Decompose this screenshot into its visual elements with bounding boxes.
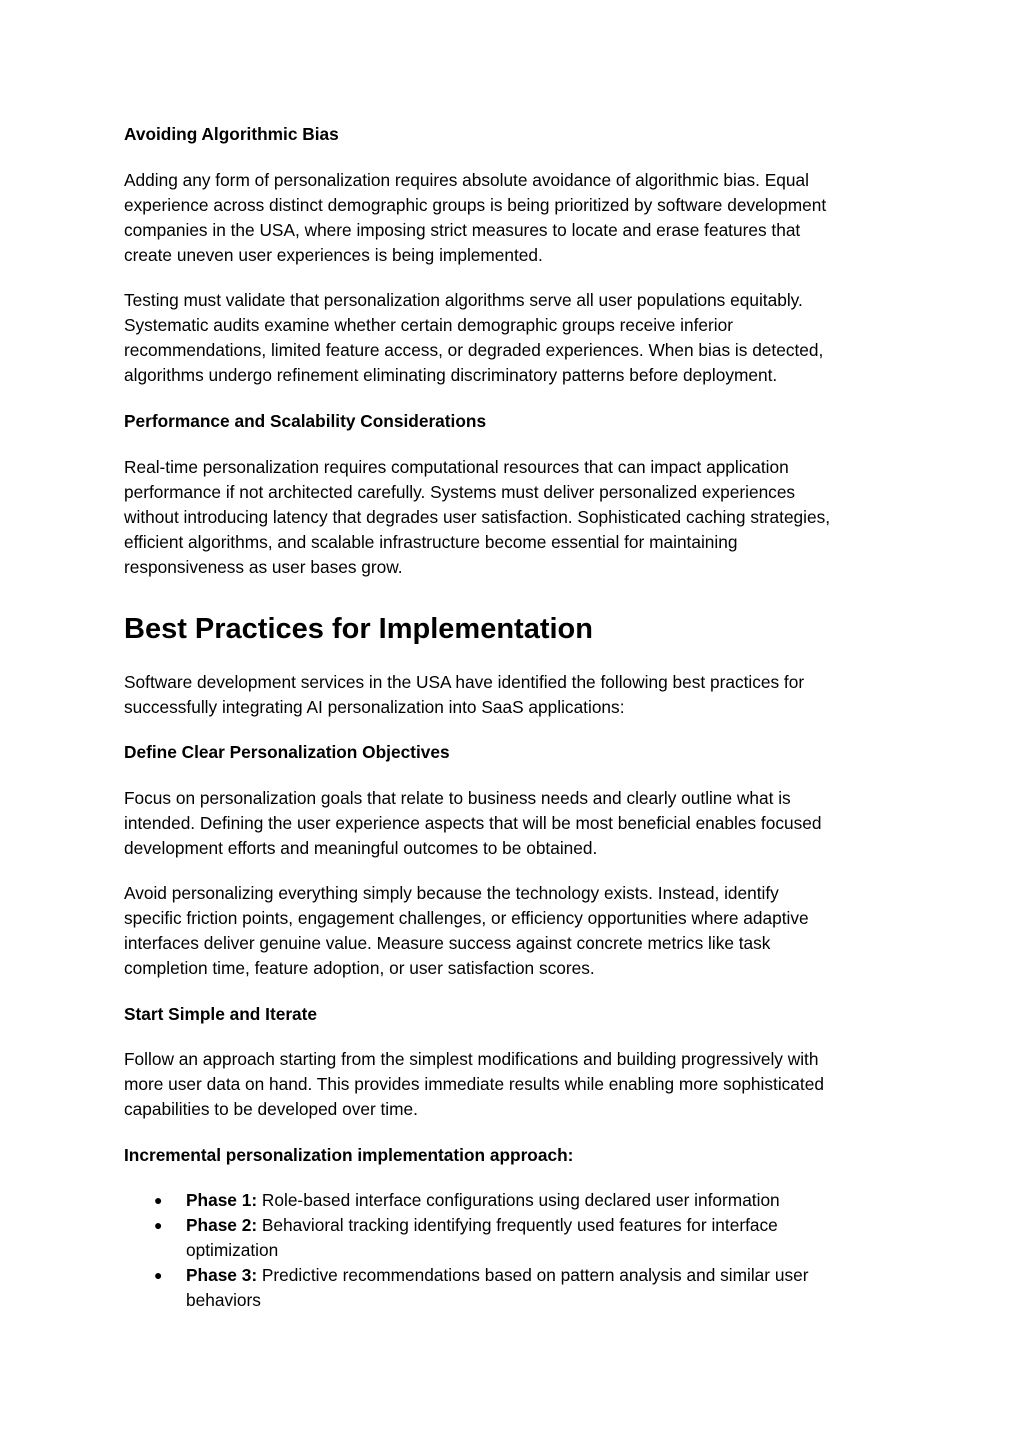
text-line: development efforts and meaningful outcomes to be obtained. (124, 838, 598, 858)
text-line: optimization (186, 1240, 279, 1260)
text-line: Focus on personalization goals that relate to business needs and clearly outline what is (124, 788, 791, 808)
text-line: successfully integrating AI personalization into SaaS applications: (124, 697, 625, 717)
text-line (186, 1188, 914, 1213)
text-line: Real-time personalization requires computational resources that can impact application (124, 457, 789, 477)
bullet-icon: ● (154, 1267, 163, 1283)
text-line: companies in the USA, where imposing strict measures to locate and erase features that (124, 220, 801, 240)
text-line: Follow an approach starting from the simplest modifications and building progressively with (124, 1049, 819, 1069)
text-line: Software development services in the USA have identified the following best practices for (124, 672, 805, 692)
text-line: responsiveness as user bases grow. (124, 557, 403, 577)
paragraph-bias-intro (124, 168, 914, 268)
phase-list (124, 1188, 914, 1313)
phase-label: Phase 1: (186, 1190, 258, 1210)
text-line: performance if not architected carefully. Systems must deliver personalized experiences (124, 482, 796, 502)
paragraph-best-practices-intro (124, 670, 914, 720)
paragraph-bias-testing (124, 288, 914, 388)
text-line: intended. Defining the user experience aspects that will be most beneficial enables focused (124, 813, 822, 833)
list-item-phase-3 (124, 1263, 914, 1313)
list-item-phase-2 (124, 1213, 914, 1263)
bullet-icon: ● (154, 1217, 163, 1233)
text-line: behaviors (186, 1290, 261, 1310)
text-line: specific friction points, engagement challenges, or efficiency opportunities where adaptive (124, 908, 809, 928)
phase-label: Phase 3: (186, 1265, 258, 1285)
phase-description: Behavioral tracking identifying frequently used features for interface (257, 1215, 778, 1235)
text-line: interfaces deliver genuine value. Measure success against concrete metrics like task (124, 933, 771, 953)
text-line: without introducing latency that degrades user satisfaction. Sophisticated caching strategies, (124, 507, 831, 527)
text-line: capabilities to be developed over time. (124, 1099, 418, 1119)
text-line: Adding any form of personalization requires absolute avoidance of algorithmic bias. Equal (124, 170, 809, 190)
text-line: Testing must validate that personalization algorithms serve all user populations equitably. (124, 290, 803, 310)
phase-label: Phase 2: (186, 1215, 258, 1235)
subheading-performance-scalability: Performance and Scalability Considerations (124, 411, 487, 431)
text-line: experience across distinct demographic groups is being prioritized by software development (124, 195, 827, 215)
paragraph-iterate (124, 1047, 914, 1122)
text-line: Avoid personalizing everything simply because the technology exists. Instead, identify (124, 883, 779, 903)
text-line: recommendations, limited feature access, or degraded experiences. When bias is detected, (124, 340, 824, 360)
list-item-phase-1 (124, 1188, 914, 1213)
bullet-icon: ● (154, 1192, 163, 1208)
text-line: Systematic audits examine whether certain demographic groups receive inferior (124, 315, 733, 335)
text-line: efficient algorithms, and scalable infrastructure become essential for maintaining (124, 532, 738, 552)
text-line (186, 1263, 914, 1288)
paragraph-objectives-focus (124, 786, 914, 861)
text-line: completion time, feature adoption, or user satisfaction scores. (124, 958, 595, 978)
text-line (186, 1213, 914, 1238)
text-line: algorithms undergo refinement eliminating discriminatory patterns before deployment. (124, 365, 778, 385)
text-line: more user data on hand. This provides immediate results while enabling more sophisticated (124, 1074, 824, 1094)
paragraph-performance (124, 455, 914, 580)
text-line: create uneven user experiences is being implemented. (124, 245, 543, 265)
heading-best-practices: Best Practices for Implementation (124, 613, 593, 645)
subheading-start-simple: Start Simple and Iterate (124, 1004, 318, 1024)
subheading-avoiding-algorithmic-bias: Avoiding Algorithmic Bias (124, 124, 339, 144)
phase-description: Role-based interface configurations using declared user information (257, 1190, 780, 1210)
subheading-incremental-approach: Incremental personalization implementation approach: (124, 1145, 574, 1165)
paragraph-objectives-avoid (124, 881, 914, 981)
subheading-define-objectives: Define Clear Personalization Objectives (124, 742, 450, 762)
phase-description: Predictive recommendations based on pattern analysis and similar user (257, 1265, 809, 1285)
